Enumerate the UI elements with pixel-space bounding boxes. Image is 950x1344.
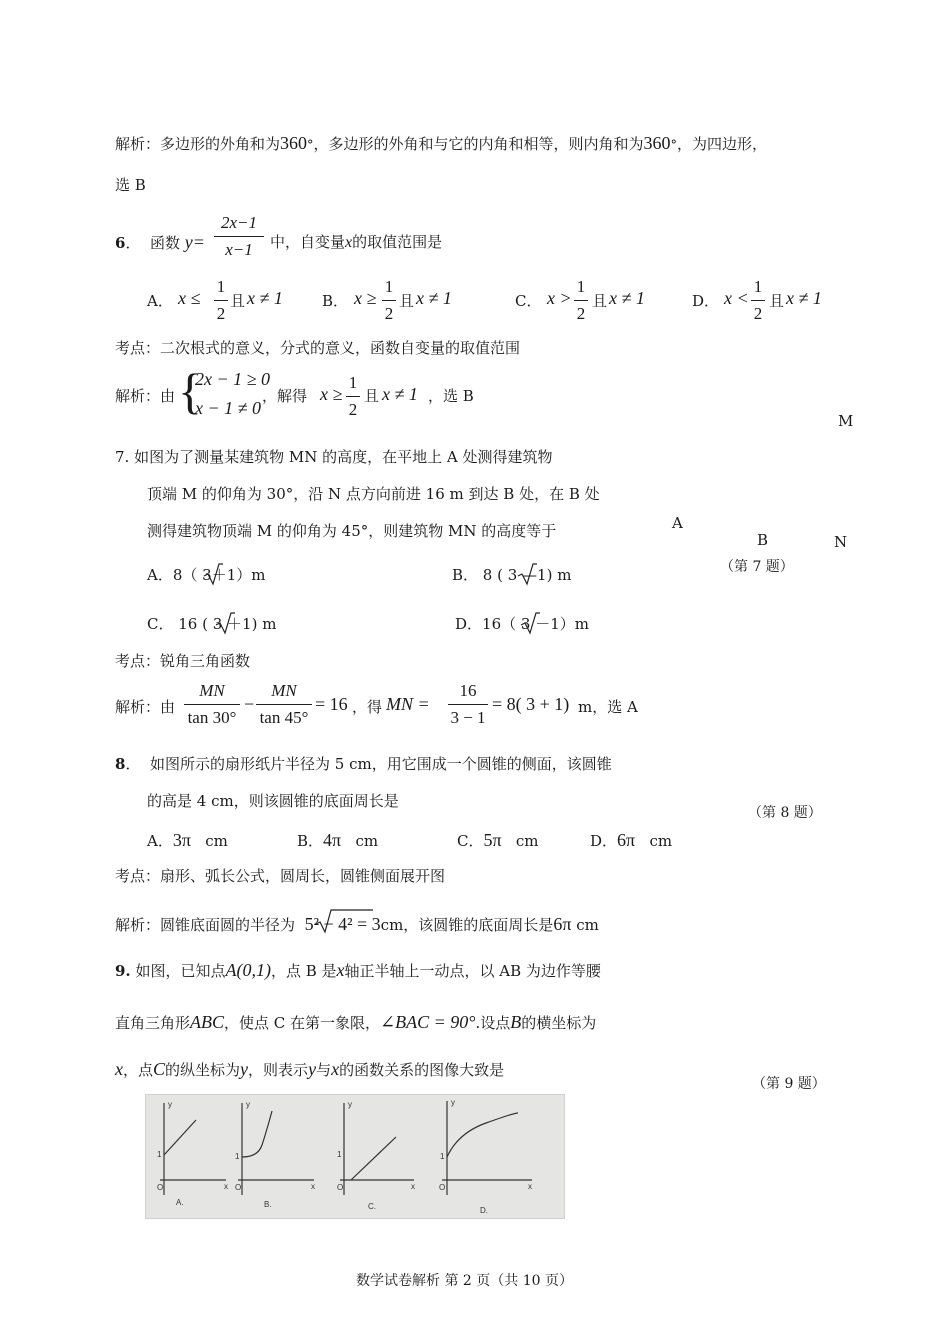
q7-fraction-3 <box>448 680 488 729</box>
q7-f3-den: 3 − 1 <box>450 708 486 727</box>
q8-option-d <box>590 830 672 851</box>
q6-option-b-rel: x ≥ <box>354 288 377 308</box>
q8-sqrt-icon <box>315 908 375 934</box>
q7-f1-den: tan 30° <box>187 708 237 727</box>
q9-line1-c: 轴正半轴上一动点，以 AB 为边作等腰 <box>344 962 601 980</box>
q7-f2-den: tan 45° <box>259 708 309 727</box>
q6-option-b-half <box>382 276 396 325</box>
q5-text-a: 解析：多边形的外角和为 <box>115 135 281 153</box>
q9-graph-d-x-label: x <box>528 1182 532 1191</box>
q7-option-b-sqrt-icon <box>517 562 537 586</box>
q7-kaodian: 考点：锐角三角函数 <box>115 652 251 670</box>
q7-option-a: A．8（ 3＋1）m <box>147 566 266 584</box>
q6-option-b-label: B． <box>322 292 349 310</box>
q8-a-val: 3π <box>172 830 191 850</box>
q9-stem-line2 <box>115 1012 596 1033</box>
q7-figure-label-n: N <box>834 533 848 551</box>
q8-c-label: C． <box>457 832 484 850</box>
q6-analysis-a: 解析：由 <box>115 387 176 405</box>
q7-option-d-sqrt-icon <box>520 611 540 635</box>
q7-f1-num: MN <box>199 681 225 700</box>
q7-stem-line1: 7. 如图为了测量某建筑物 MN 的高度，在平地上 A 处测得建筑物 <box>115 448 553 466</box>
q9-line2-d: 的横坐标为 <box>521 1014 597 1032</box>
q6-system-brace: { <box>178 363 202 419</box>
q9-line2-c: .设点 <box>475 1014 511 1032</box>
q9-graph-d-origin: O <box>439 1183 446 1192</box>
q6-frac-den: x−1 <box>225 240 253 259</box>
q8-number: 8 <box>115 755 126 773</box>
q6-option-a-and: 且 <box>230 292 246 310</box>
page-footer: 数学试卷解析 第 2 页（共 10 页） <box>356 1273 573 1289</box>
q7-analysis-a: 解析：由 <box>115 698 176 716</box>
q9-graph-a-curve <box>164 1120 196 1155</box>
q9-b: B <box>510 1012 522 1032</box>
q9-stem-line3 <box>115 1059 504 1080</box>
q8-c-val: 5π <box>483 830 502 850</box>
q8-analysis-expr: 5² − 4² = 3 <box>304 914 381 934</box>
q9-line3-d: 与 <box>316 1061 332 1079</box>
q8-line1-text: 如图所示的扇形纸片半径为 5 cm，用它围成一个圆锥的侧面，该圆锥 <box>149 755 612 773</box>
q5-text-b: ，多边形的外角和与它的内角和相等，则内角和为 <box>313 135 644 153</box>
q6-option-d-half <box>751 276 765 325</box>
q6-option-d-ne: x ≠ 1 <box>786 288 822 308</box>
q9-abc: ABC <box>190 1012 225 1032</box>
q9-point-a: A(0,1) <box>225 960 271 980</box>
q9-graph-b-x-label: x <box>311 1182 315 1191</box>
q9-graph-c-curve <box>351 1137 396 1180</box>
q6-option-c-and: 且 <box>592 292 608 310</box>
q9-graph-d-label: D. <box>480 1206 488 1215</box>
q6-d-half-num: 1 <box>753 277 763 296</box>
q7-mn-eq: MN = <box>386 694 430 714</box>
q9-graph-a-tick-1: 1 <box>157 1150 162 1159</box>
q9-graph-c-origin: O <box>337 1183 344 1192</box>
q6-stem-b: 中，自变量 <box>270 233 346 251</box>
q9-angle: ∠BAC = 90° <box>380 1012 476 1032</box>
q9-figure-caption: （第 9 题） <box>752 1076 826 1092</box>
q8-c-unit: cm <box>515 832 539 850</box>
q7-fraction-2 <box>256 680 312 729</box>
q5-text-c: ，为四边形， <box>677 135 768 153</box>
q9-graph-c-x-label: x <box>411 1182 415 1191</box>
q8-b-unit: cm <box>355 832 379 850</box>
q8-figure-caption: （第 8 题） <box>748 805 822 821</box>
q5-analysis-line1 <box>115 133 767 156</box>
q9-graph-d-curve <box>447 1113 518 1157</box>
q9-graph-a-x-label: x <box>224 1182 228 1191</box>
q6-system-line2: x − 1 ≠ 0 <box>195 398 262 418</box>
q7-option-b: B． 8 ( 3 —1) m <box>452 566 572 584</box>
q6-kaodian: 考点：二次根式的意义，分式的意义，函数自变量的取值范围 <box>115 339 521 357</box>
q6-stem-c: 的取值范围是 <box>352 233 443 251</box>
q7-analysis-c: m，选 A <box>578 698 638 716</box>
q6-number: 6 <box>115 234 126 252</box>
q6-c-half-num: 1 <box>576 277 586 296</box>
q9-y-b: y <box>308 1059 317 1079</box>
q7-figure-label-a: A <box>672 514 683 532</box>
q7-f3-num: 16 <box>459 681 477 700</box>
q9-graph-d-tick-1: 1 <box>440 1152 445 1161</box>
q6-d-half-den: 2 <box>753 304 763 323</box>
q6-option-c-label: C． <box>515 292 542 310</box>
q6-b-half-num: 1 <box>384 277 394 296</box>
q8-analysis-val: 6π <box>553 914 572 934</box>
q9-graphs-svg <box>146 1095 564 1218</box>
q6-option-c-rel: x > <box>547 288 572 308</box>
q9-graph-a-y-label: y <box>168 1100 172 1109</box>
q8-d-unit: cm <box>649 832 673 850</box>
q6-stem: 6． 函数 y= <box>115 232 205 252</box>
q8-analysis-b: cm，该圆锥的底面周长是 <box>380 916 554 934</box>
q9-graph-b-curve <box>242 1111 272 1157</box>
q9-x-c: x <box>331 1059 340 1079</box>
q6-option-a-half <box>214 276 228 325</box>
q9-graph-a-origin: O <box>157 1183 164 1192</box>
q9-graph-b-label: B. <box>264 1200 272 1209</box>
q8-b-val: 4π <box>323 830 342 850</box>
q9-line2-a: 直角三角形 <box>115 1014 191 1032</box>
q6-b-half-den: 2 <box>384 304 394 323</box>
q7-f2-num: MN <box>271 681 297 700</box>
q6-option-d-and: 且 <box>769 292 785 310</box>
q6-option-c-half <box>574 276 588 325</box>
q9-x-b: x <box>115 1059 123 1079</box>
q6-frac-num: 2x−1 <box>220 213 258 232</box>
q7-stem-line3: 测得建筑物顶端 M 的仰角为 45°，则建筑物 MN 的高度等于 <box>147 522 557 540</box>
q7-figure-label-b: B <box>757 531 769 549</box>
q8-a-label: A． <box>147 832 173 850</box>
q6-option-d-rel: x < <box>724 288 749 308</box>
q8-analysis-a: 解析：圆锥底面圆的半径为 <box>115 916 296 934</box>
q6-option-b-ne: x ≠ 1 <box>416 288 452 308</box>
q9-line3-e: 的函数关系的图像大致是 <box>339 1061 505 1079</box>
q6-analysis-half-num: 1 <box>348 373 358 392</box>
q9-graph-a-label: A. <box>176 1198 184 1207</box>
q9-stem-line1 <box>115 960 601 981</box>
q8-analysis-c: cm <box>576 916 599 934</box>
q7-option-a-sqrt-icon <box>203 562 223 586</box>
q6-analysis-b: ，解得 <box>262 387 308 405</box>
q9-x-a: x <box>336 960 345 980</box>
q5-analysis-line2: 选 B <box>115 176 146 194</box>
q7-minus: − <box>244 694 255 714</box>
q7-option-d: D．16（ 3 －1）m <box>455 615 589 633</box>
q6-analysis-half <box>346 372 360 421</box>
q6-analysis-half-den: 2 <box>348 400 358 419</box>
q6-stem-a: 函数 <box>149 234 180 252</box>
q5-deg-b: ° <box>670 138 678 153</box>
q7-fraction-1 <box>184 680 240 729</box>
q9-c: C <box>153 1059 166 1079</box>
q8-d-val: 6π <box>617 830 636 850</box>
q8-a-unit: cm <box>205 832 228 850</box>
q8-b-label: B． <box>297 832 324 850</box>
q9-graph-b-y-label: y <box>246 1100 250 1109</box>
q5-val-360-b: 360 <box>643 133 671 153</box>
q8-stem-line2: 的高是 4 cm，则该圆锥的底面周长是 <box>147 792 399 810</box>
q9-line3-c: ，则表示 <box>248 1061 309 1079</box>
q6-analysis-and: 且 <box>364 387 380 405</box>
q6-option-a-ne: x ≠ 1 <box>247 288 283 308</box>
q6-analysis-ne: x ≠ 1 <box>382 384 418 404</box>
q6-option-b-and: 且 <box>399 292 415 310</box>
q8-d-label: D． <box>590 832 618 850</box>
q7-stem-line2: 顶端 M 的仰角为 30°，沿 N 点方向前进 16 m 到达 B 处，在 B 处 <box>147 485 600 503</box>
q6-a-half-den: 2 <box>216 304 226 323</box>
q9-graph-options-image <box>145 1094 565 1219</box>
q9-graph-c-y-label: y <box>348 1100 352 1109</box>
q5-deg-a: ° <box>307 138 314 153</box>
q8-option-a <box>147 830 228 851</box>
q6-system-line1: 2x − 1 ≥ 0 <box>195 369 271 389</box>
q6-y: y= <box>184 232 205 252</box>
q8-kaodian: 考点：扇形、弧长公式，圆周长，圆锥侧面展开图 <box>115 867 446 885</box>
q9-number: 9. <box>115 962 131 980</box>
q6-option-a-label: A． <box>147 292 173 310</box>
q6-option-d-label: D． <box>692 292 720 310</box>
q9-graph-d-y-label: y <box>451 1098 455 1107</box>
q9-graph-c-label: C. <box>368 1202 376 1211</box>
q6-option-a-rel: x ≤ <box>178 288 201 308</box>
q7-figure-label-m: M <box>838 412 854 430</box>
q9-y-a: y <box>240 1059 249 1079</box>
q8-stem-line1: 8． 如图所示的扇形纸片半径为 5 cm，用它围成一个圆锥的侧面，该圆锥 <box>115 755 612 773</box>
q6-a-half-num: 1 <box>216 277 226 296</box>
q6-stem-rest <box>270 232 442 253</box>
q7-figure-caption: （第 7 题） <box>720 559 794 575</box>
q9-graph-c-tick-1: 1 <box>337 1150 342 1159</box>
q9-graph-b-tick-1: 1 <box>235 1152 240 1161</box>
q6-option-c-ne: x ≠ 1 <box>609 288 645 308</box>
q7-result: = 8( 3 + 1) <box>492 694 570 714</box>
q6-c-half-den: 2 <box>576 304 586 323</box>
q8-option-c <box>457 830 539 851</box>
q6-x: x <box>345 234 353 251</box>
q7-option-c: C． 16 ( 3 ＋1) m <box>147 615 277 633</box>
q6-fraction <box>214 212 264 261</box>
q9-line2-b: ，使点 C 在第一象限， <box>224 1014 381 1032</box>
q6-analysis-rel: x ≥ <box>320 384 343 404</box>
q7-option-c-sqrt-icon <box>215 611 235 635</box>
q9-line1-b: ，点 B 是 <box>270 962 337 980</box>
q6-analysis-c: ，选 B <box>428 387 474 405</box>
q8-option-b <box>297 830 378 851</box>
q9-line3-b: 的纵坐标为 <box>165 1061 241 1079</box>
q5-val-360-a: 360 <box>280 133 308 153</box>
q7-eq16: = 16 <box>315 694 348 714</box>
q9-line3-a: ，点 <box>123 1061 154 1079</box>
q9-graph-b-origin: O <box>235 1183 242 1192</box>
q7-analysis-b: ，得 <box>352 698 383 716</box>
q9-line1-a: 如图，已知点 <box>135 962 226 980</box>
